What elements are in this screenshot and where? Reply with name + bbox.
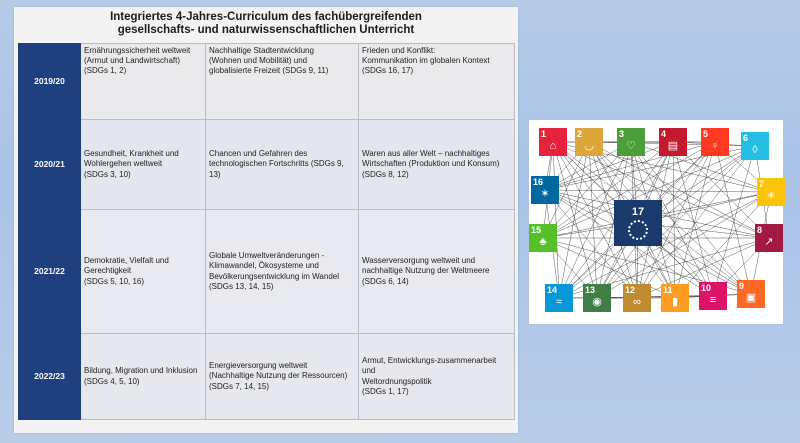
table-row xyxy=(19,334,515,420)
sdg-goal-number: 3 xyxy=(619,129,625,139)
sdg-goal-number: 9 xyxy=(739,281,745,291)
topic-line: technologischen Fortschritts (SDGs 9, xyxy=(209,159,344,169)
sdg-goal-12-tile xyxy=(623,284,651,312)
infinity-icon: ∞ xyxy=(633,296,641,308)
sdg-center-number: 17 xyxy=(631,205,645,218)
sdg-goal-9-tile xyxy=(737,280,765,308)
bowl-icon: ◡ xyxy=(584,140,594,152)
topic-line: (SDGs 3, 10) xyxy=(84,169,131,179)
topic-cell xyxy=(206,334,359,420)
topic-line: Bildung, Migration und Inklusion xyxy=(84,366,198,376)
sdg-goal-7-tile xyxy=(757,178,785,206)
topic-line: Gerechtigkeit xyxy=(84,266,132,276)
sdg-goal-number: 1 xyxy=(541,129,547,139)
growth-chart-icon: ↗ xyxy=(764,236,774,248)
fish-icon: ≈ xyxy=(555,296,563,308)
curriculum-document xyxy=(14,7,518,433)
topic-cell xyxy=(359,210,515,334)
book-icon: ▤ xyxy=(667,140,679,152)
topic-line: (SDGs 6, 14) xyxy=(362,276,409,286)
topic-line: Wirtschaften (Produktion und Konsum) xyxy=(362,159,500,169)
cubes-icon: ▣ xyxy=(745,292,757,304)
topic-line: Wohlergehen weltweit xyxy=(84,159,163,169)
topic-line: (Armut und Landwirtschaft) xyxy=(84,56,181,66)
sdg-goal-15-tile xyxy=(529,224,557,252)
year-cell: 2021/22 xyxy=(19,210,81,334)
title-line-2: gesellschafts- und naturwissenschaftlichen Unterricht xyxy=(117,24,415,36)
sdg-goal-3-tile xyxy=(617,128,645,156)
sdg-goal-13-tile xyxy=(583,284,611,312)
topic-cell xyxy=(81,120,206,210)
topic-line: Demokratie, Vielfalt und xyxy=(84,256,169,266)
topic-cell xyxy=(359,44,515,120)
table-row xyxy=(19,210,515,334)
sdg-goal-number: 11 xyxy=(663,285,673,295)
buildings-icon: ▮ xyxy=(671,296,679,308)
tree-icon: ♣ xyxy=(539,236,547,248)
sdg-goal-number: 2 xyxy=(577,129,583,139)
table-row xyxy=(19,120,515,210)
topic-line: (SDGs 7, 14, 15) xyxy=(209,381,270,391)
topic-line: Armut, Entwicklungs-zusammenarbeit und xyxy=(362,356,497,376)
topic-line: Globale Umweltveränderungen - xyxy=(209,251,325,261)
sdg-goal-8-tile xyxy=(755,224,783,252)
topic-line: Weltordnungspolitik xyxy=(362,376,432,386)
curriculum-table xyxy=(18,43,515,420)
topic-cell xyxy=(359,120,515,210)
sdg-goal-number: 16 xyxy=(533,177,544,187)
sdg-goal-number: 15 xyxy=(531,225,542,235)
sun-icon: ☀ xyxy=(766,190,776,202)
topic-line: Energieversorgung weltweit xyxy=(209,361,308,371)
sdg-connection-line xyxy=(675,142,715,298)
topic-line: (SDGs 1, 17) xyxy=(362,386,409,396)
topic-cell xyxy=(81,44,206,120)
sdg-network-poster xyxy=(529,120,783,324)
topic-line: (Nachhaltige Nutzung der Ressourcen) xyxy=(209,371,348,381)
document-title xyxy=(14,11,518,37)
topic-line: globalisierte Freizeit (SDGs 9, 11) xyxy=(209,66,329,76)
topic-line: Gesundheit, Krankheit und xyxy=(84,149,179,159)
sdg-goal-4-tile xyxy=(659,128,687,156)
sdg-goal-number: 6 xyxy=(743,133,749,143)
heartbeat-icon: ♡ xyxy=(626,140,636,152)
sdg-goal-1-tile xyxy=(539,128,567,156)
table-row xyxy=(19,44,515,120)
sdg-goal-16-tile xyxy=(531,176,559,204)
sdg-goal-number: 8 xyxy=(757,225,763,235)
sdg-goal-number: 7 xyxy=(759,179,765,189)
topic-line: Frieden und Konflikt: xyxy=(362,46,436,55)
sdg-wheel-icon xyxy=(628,220,648,240)
topic-cell xyxy=(206,120,359,210)
sdg-connection-line xyxy=(713,144,758,296)
equality-icon: ≡ xyxy=(709,294,717,306)
family-icon: ⌂ xyxy=(549,140,557,152)
sdg-goal-number: 5 xyxy=(703,129,709,139)
sdg-goal-number: 12 xyxy=(625,285,636,295)
topic-line: Kommunikation im globalen Kontext xyxy=(362,56,490,66)
water-drop-icon: ◊ xyxy=(752,144,758,156)
sdg-goal-14-tile xyxy=(545,284,573,312)
eye-earth-icon: ◉ xyxy=(592,296,602,308)
gender-icon: ♀ xyxy=(710,140,720,152)
sdg-goal-number: 14 xyxy=(547,285,558,295)
topic-line: (SDGs 16, 17) xyxy=(362,66,414,76)
sdg-goal-11-tile xyxy=(661,284,689,312)
sdg-goal-number: 10 xyxy=(701,283,712,293)
sdg-17-partnership-tile xyxy=(614,200,662,246)
sdg-goal-number: 4 xyxy=(661,129,667,139)
sdg-goal-6-tile xyxy=(741,132,769,160)
topic-line: nachhaltige Nutzung der Weltmeere xyxy=(362,266,490,276)
topic-line: (SDGs 5, 10, 16) xyxy=(84,276,145,286)
sdg-goal-10-tile xyxy=(699,282,727,310)
sdg-goal-number: 13 xyxy=(585,285,596,295)
topic-cell xyxy=(81,334,206,420)
year-cell: 2020/21 xyxy=(19,120,81,210)
topic-line: (SDGs 8, 12) xyxy=(362,169,409,179)
topic-line: (SDGs 13, 14, 15) xyxy=(209,281,274,291)
year-cell: 2019/20 xyxy=(19,44,81,120)
title-line-1: Integriertes 4-Jahres-Curriculum des fachübergreifenden xyxy=(110,11,422,23)
topic-cell xyxy=(359,334,515,420)
topic-cell xyxy=(206,210,359,334)
topic-cell xyxy=(81,210,206,334)
topic-cell xyxy=(206,44,359,120)
topic-line: 13) xyxy=(209,169,221,179)
topic-line: Nachhaltige Stadtentwicklung xyxy=(209,46,314,55)
sdg-goal-2-tile xyxy=(575,128,603,156)
topic-line: Wasserversorgung weltweit und xyxy=(362,256,476,266)
topic-line: Bevölkerungsentwicklung im Wandel xyxy=(209,271,339,281)
topic-line: Chancen und Gefahren des xyxy=(209,149,308,159)
topic-line: (SDGs 1, 2) xyxy=(84,66,127,76)
sdg-goal-5-tile xyxy=(701,128,729,156)
sdg-connection-line xyxy=(545,190,771,192)
year-cell: 2022/23 xyxy=(19,334,81,420)
topic-line: (SDGs 4, 5, 10) xyxy=(84,376,140,386)
topic-line: (Wohnen und Mobilität) und xyxy=(209,56,308,66)
topic-line: Waren aus aller Welt – nachhaltiges xyxy=(362,149,490,159)
topic-line: Klimawandel, Ökosysteme und xyxy=(209,261,319,271)
topic-line: Ernährungssicherheit weltweit xyxy=(84,46,191,55)
dove-icon: ✶ xyxy=(540,188,550,200)
